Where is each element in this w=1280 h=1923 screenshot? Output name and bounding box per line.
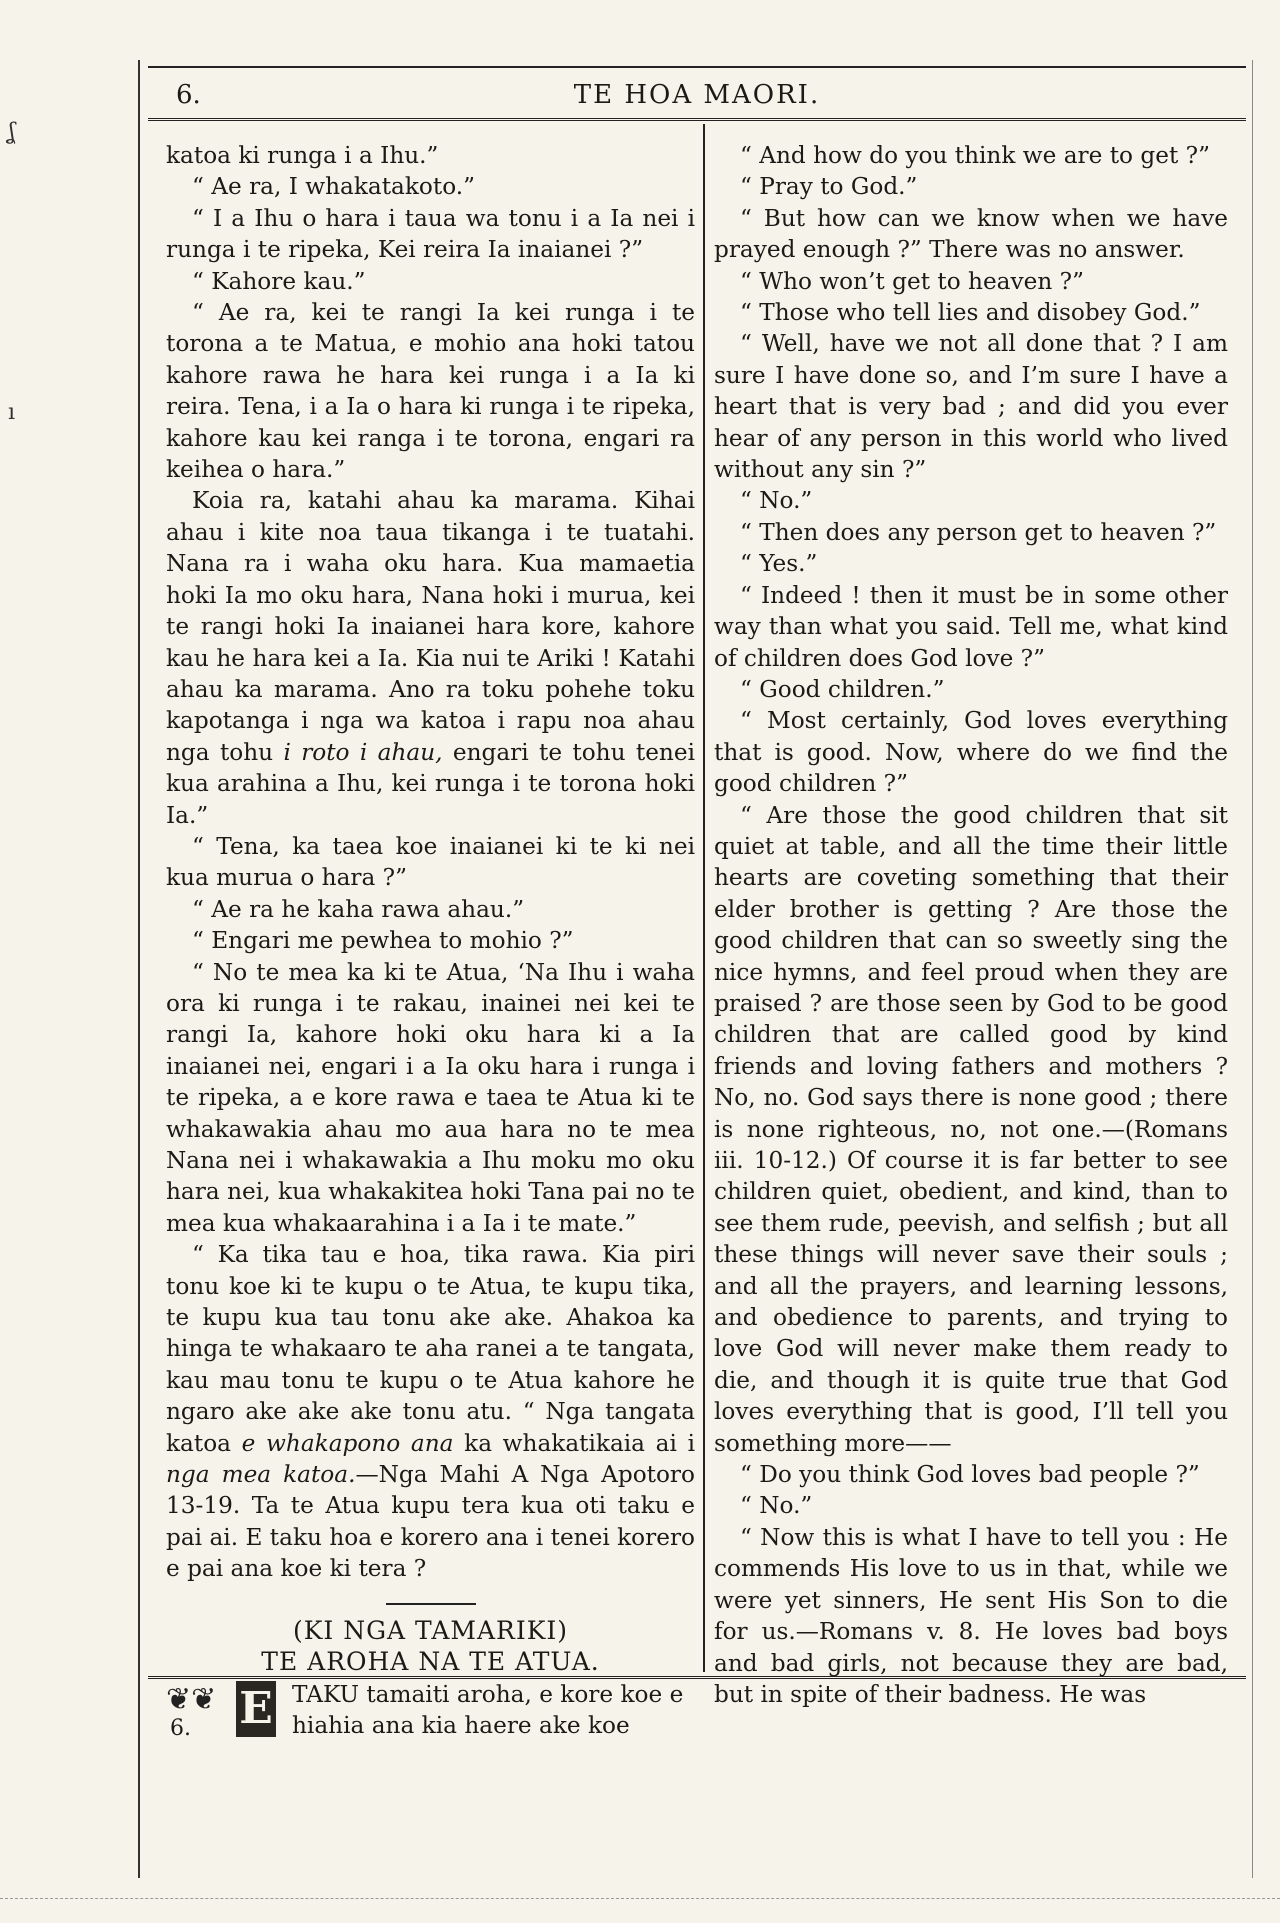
paragraph: “ Engari me pewhea to mohio ?” xyxy=(192,927,574,955)
bottom-rule xyxy=(148,1676,1246,1679)
italic-phrase: e whakapono ana xyxy=(241,1429,454,1457)
margin-mark-icon: ı xyxy=(8,400,16,425)
paragraph: katoa ki runga i a Ihu.” xyxy=(166,142,439,169)
footer-page-mark: 6. xyxy=(170,1716,191,1741)
left-column xyxy=(166,140,696,1740)
paragraph: “ But how can we know when we have prayed enough ?” There was no answer. xyxy=(714,204,1228,264)
paragraph-text: ka whakatikaia ai i xyxy=(464,1429,695,1457)
paragraph-text: engari te tohu tenei kua arahina a Ihu, kei runga i te torona hoki Ia.” xyxy=(166,738,696,829)
paragraph: “ Pray to God.” xyxy=(740,173,918,201)
paragraph: “ Do you think God loves bad people ?” xyxy=(740,1461,1200,1489)
page-header xyxy=(148,66,1246,122)
paragraph-text: Koia ra, katahi ahau ka marama. Kihai ahau i kite noa taua tikanga i te tuatahi. Nana ra i waha oku hara. Kua mamaetia hoki Ia mo oku hara, Nana hoki i murua, kei te rangi hoki Ia inaianei hara kore, kahore kau he hara kei a Ia. Kia nui te Ariki ! Katahi ahau ka marama. Ano ra toku pohehe toku kapotanga i nga wa katoa i rapu noa ahau nga tohu xyxy=(166,487,695,766)
paragraph: “ No te mea ka ki te Atua, ‘Na Ihu i waha ora ki runga i te rakau, inainei nei kei te rangi Ia, kahore hoki oku hara ki a Ia inaianei nei, engari i a Ia oku hara i runga i te ripeka, a e kore rawa e taea te Atua ki te whakawakia ahau mo aua hara no te mea Nana nei i whakawakia a Ihu moku mo oku hara nei, kua whakakitea hoki Tana pai no te mea kua whakaarahina i a Ia i te mate.” xyxy=(166,958,695,1237)
dropcap-letter: E xyxy=(236,1681,276,1737)
paragraph: “ Good children.” xyxy=(740,675,945,703)
paragraph: “ Then does any person get to heaven ?” xyxy=(740,518,1217,546)
paragraph xyxy=(166,485,695,830)
margin-mark-icon: ʆ xyxy=(8,120,16,145)
floral-ornament-icon: ❦❦ xyxy=(166,1681,217,1717)
page-number: 6. xyxy=(176,80,201,110)
column-divider xyxy=(703,124,705,1672)
section-title: (KI NGA TAMARIKI) xyxy=(292,1615,569,1645)
paragraph xyxy=(166,1239,695,1584)
section-rule xyxy=(386,1603,476,1605)
paragraph: “ Tena, ka taea koe inaianei ki te ki nei kua murua o hara ?” xyxy=(166,832,695,892)
scripture-reference: —Nga Mahi A Nga Apotoro 13-19. xyxy=(166,1461,695,1520)
paragraph: “ Kahore kau.” xyxy=(192,267,366,295)
paragraph: “ Ae ra he kaha rawa ahau.” xyxy=(192,895,525,923)
italic-phrase: i roto i ahau, xyxy=(283,738,443,766)
paragraph: “ Are those the good children that sit quiet at table, and all the time their little hearts are coveting something that their elder brother is getting ? Are those the good children that can so sweetly sing the nice hymns, and feel proud when they are praised ? are those seen by God to be good children that are called good by kind friends and loving fathers and mothers ? No, no. God says there is none good ; there is none righteous, no, not one.—(Romans iii. 10-12.) Of course it is far better to see children quiet, obedient, and kind, than to see them rude, peevish, and selfish ; but all these things will never save their souls ; and all the prayers, and learning lessons, and obedience to parents, and trying to love God will never make them ready to die, and though it is quite true that God loves everything that is good, I’ll tell you something more—— xyxy=(714,801,1228,1457)
dropcap-paragraph xyxy=(166,1679,695,1742)
paragraph: “ No.” xyxy=(740,487,813,515)
paragraph: “ Ae ra, kei te rangi Ia kei runga i te torona a te Matua, e mohio ana hoki tatou kahore rawa he hara kei runga i a Ia ki reira. Tena, i a Ia o hara ki runga i te ripeka, kahore kau kei ranga i te torona, engari ra keihea o hara.” xyxy=(166,299,695,484)
paragraph-text: “ Ka tika tau e hoa, tika rawa. Kia piri tonu koe ki te kupu o te Atua, te kupu tika, te kupu kua tau tonu ake ake. Ahakoa ka hinga te whakaaro te aha ranei a te tangata, kau mau tonu te kupu o te Atua kahore he ngaro ake ake ake tonu atu. “ Nga tangata katoa xyxy=(166,1241,695,1457)
header-rule xyxy=(148,118,1246,121)
paragraph: “ No.” xyxy=(740,1492,813,1520)
paragraph: “ Ae ra, I whakatakoto.” xyxy=(192,173,475,201)
paragraph: “ Who won’t get to heaven ?” xyxy=(740,267,1084,295)
paragraph: “ Now this is what I have to tell you : He commends His love to us in that, while we were yet sinners, He sent His Son to die for us.—Romans v. 8. He loves bad boys and bad girls, not because they are bad, but in spite of their badness. He was xyxy=(714,1523,1228,1708)
italic-phrase: nga mea katoa. xyxy=(166,1461,356,1489)
paragraph: “ And how do you think we are to get ?” xyxy=(740,142,1210,169)
paragraph: “ I a Ihu o hara i taua wa tonu i a Ia nei i runga i te ripeka, Kei reira Ia inaianei ?” xyxy=(166,204,695,264)
paragraph: “ Those who tell lies and disobey God.” xyxy=(740,299,1201,327)
paragraph: “ Most certainly, God loves everything that is good. Now, where do we find the good children ?” xyxy=(714,707,1228,798)
section-subtitle: TE AROHA NA TE ATUA. xyxy=(261,1646,600,1676)
right-column xyxy=(714,140,1228,1708)
paragraph: “ Indeed ! then it must be in some other way than what you said. Tell me, what kind of children does God love ?” xyxy=(714,581,1228,672)
running-title: TE HOA MAORI. xyxy=(573,80,821,110)
page-bottom-edge xyxy=(0,1898,1280,1899)
paragraph-text: Ta te Atua kupu tera kua oti taku e pai ai. E taku hoa e korero ana i tenei korero e pai ana koe ki tera ? xyxy=(166,1492,695,1583)
paragraph: “ Yes.” xyxy=(740,550,818,578)
paragraph: “ Well, have we not all done that ? I am sure I have done so, and I’m sure I have a heart that is very bad ; and did you ever hear of any person in this world who lived without any sin ?” xyxy=(714,330,1228,484)
paragraph: TAKU tamaiti aroha, e kore koe e hiahia ana kia haere ake koe xyxy=(292,1680,684,1740)
